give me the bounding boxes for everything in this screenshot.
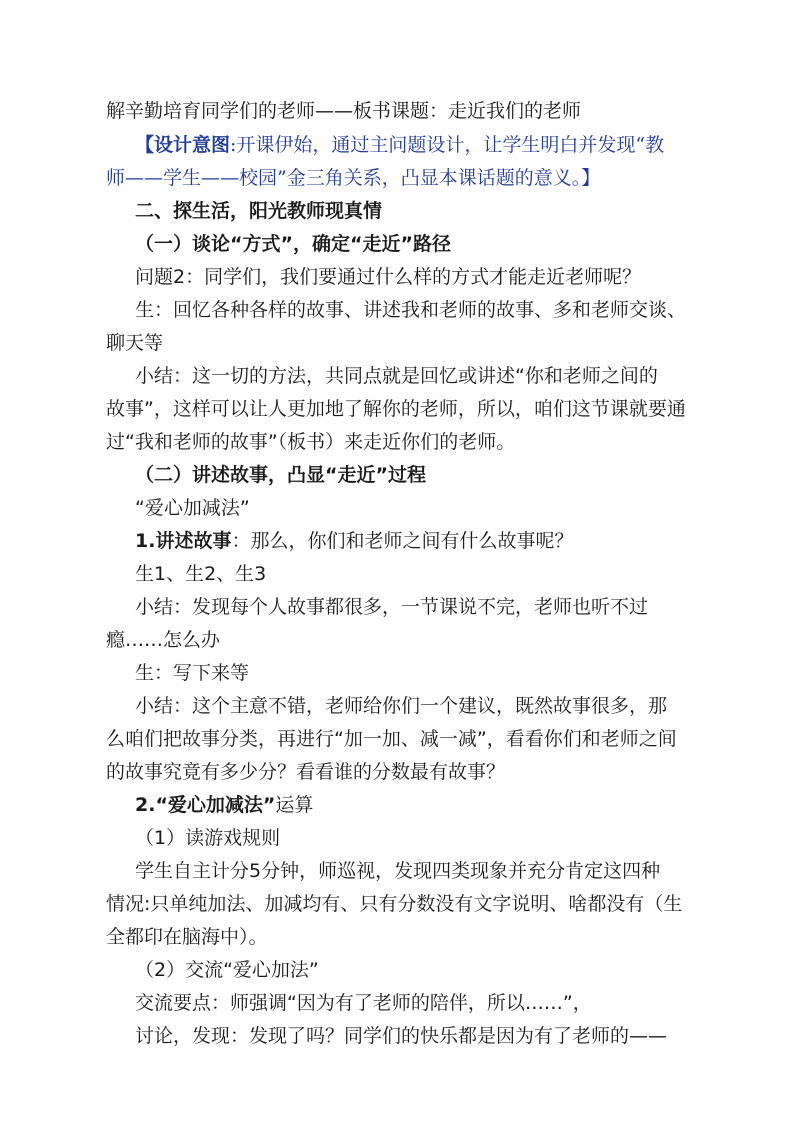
step-line: （1）读游戏规则 (135, 827, 281, 849)
students-line: 生1、生2、生3 (135, 563, 267, 585)
summary-line: 故事”，这样可以让人更加地了解你的老师，所以，咱们这节课就要通 (106, 398, 686, 420)
design-intent-text: :开课伊始，通过主问题设计，让学生明白并发现“教 (230, 134, 665, 156)
summary-line: 么咱们把故事分类，再进行“加一加、减一减”，看看你们和老师之间 (106, 728, 677, 750)
summary-line: 的故事究竟有多少分？看看谁的分数最有故事？ (106, 761, 506, 783)
summary-line: 小结：发现每个人故事都很多，一节课说不完，老师也听不过 (135, 596, 649, 618)
numbered-item-text: 运算 (275, 794, 314, 816)
question-line: 问题2：同学们，我们要通过什么样的方式才能走近老师呢？ (135, 266, 642, 288)
paragraph-line: 情况:只单纯加法、加减均有、只有分数没有文字说明、啥都没有（生 (106, 893, 683, 915)
section-heading: 二、探生活，阳光教师现真情 (135, 200, 383, 222)
design-intent-label: 【设计意图 (135, 134, 231, 156)
design-intent-line-2: 师——学生——校园”金三角关系，凸显本课话题的意义。】 (106, 167, 601, 189)
paragraph-line: 解辛勤培育同学们的老师——板书课题：走近我们的老师 (106, 100, 582, 122)
paragraph-line: 学生自主计分5分钟，师巡视，发现四类现象并充分肯定这四种 (135, 860, 661, 882)
numbered-item-2 (135, 793, 313, 817)
design-intent-line-1 (135, 133, 664, 157)
paragraph-line: 全都印在脑海中）。 (106, 926, 268, 948)
numbered-item-1 (135, 529, 573, 553)
summary-line: 过“我和老师的故事”（板书）来走近你们的老师。 (106, 431, 516, 453)
summary-line: 小结：这一切的方法，共同点就是回忆或讲述“你和老师之间的 (135, 365, 658, 387)
paragraph-line: 讨论，发现：发现了吗？同学们的快乐都是因为有了老师的—— (135, 1025, 668, 1047)
step-line: （2）交流“爱心加法” (135, 959, 319, 981)
student-answer-line: 聊天等 (106, 332, 164, 354)
numbered-item-text: ：那么，你们和老师之间有什么故事呢？ (231, 530, 574, 552)
quote-line: “爱心加减法” (135, 497, 250, 519)
subsection-heading: （一）谈论“方式”，确定“走近”路径 (135, 233, 451, 255)
summary-line: 瘾……怎么办 (106, 629, 221, 651)
student-answer-line: 生：回忆各种各样的故事、讲述我和老师的故事、多和老师交谈、 (135, 299, 687, 321)
subsection-heading: （二）讲述故事，凸显“走近”过程 (135, 464, 426, 486)
numbered-item-label: 1.讲述故事 (135, 530, 232, 552)
summary-line: 小结：这个主意不错，老师给你们一个建议，既然故事很多，那 (135, 695, 668, 717)
paragraph-line: 交流要点：师强调“因为有了老师的陪伴，所以……”， (135, 992, 592, 1014)
numbered-item-label: 2.“爱心加减法” (135, 794, 276, 816)
student-answer-line: 生：写下来等 (135, 662, 250, 684)
